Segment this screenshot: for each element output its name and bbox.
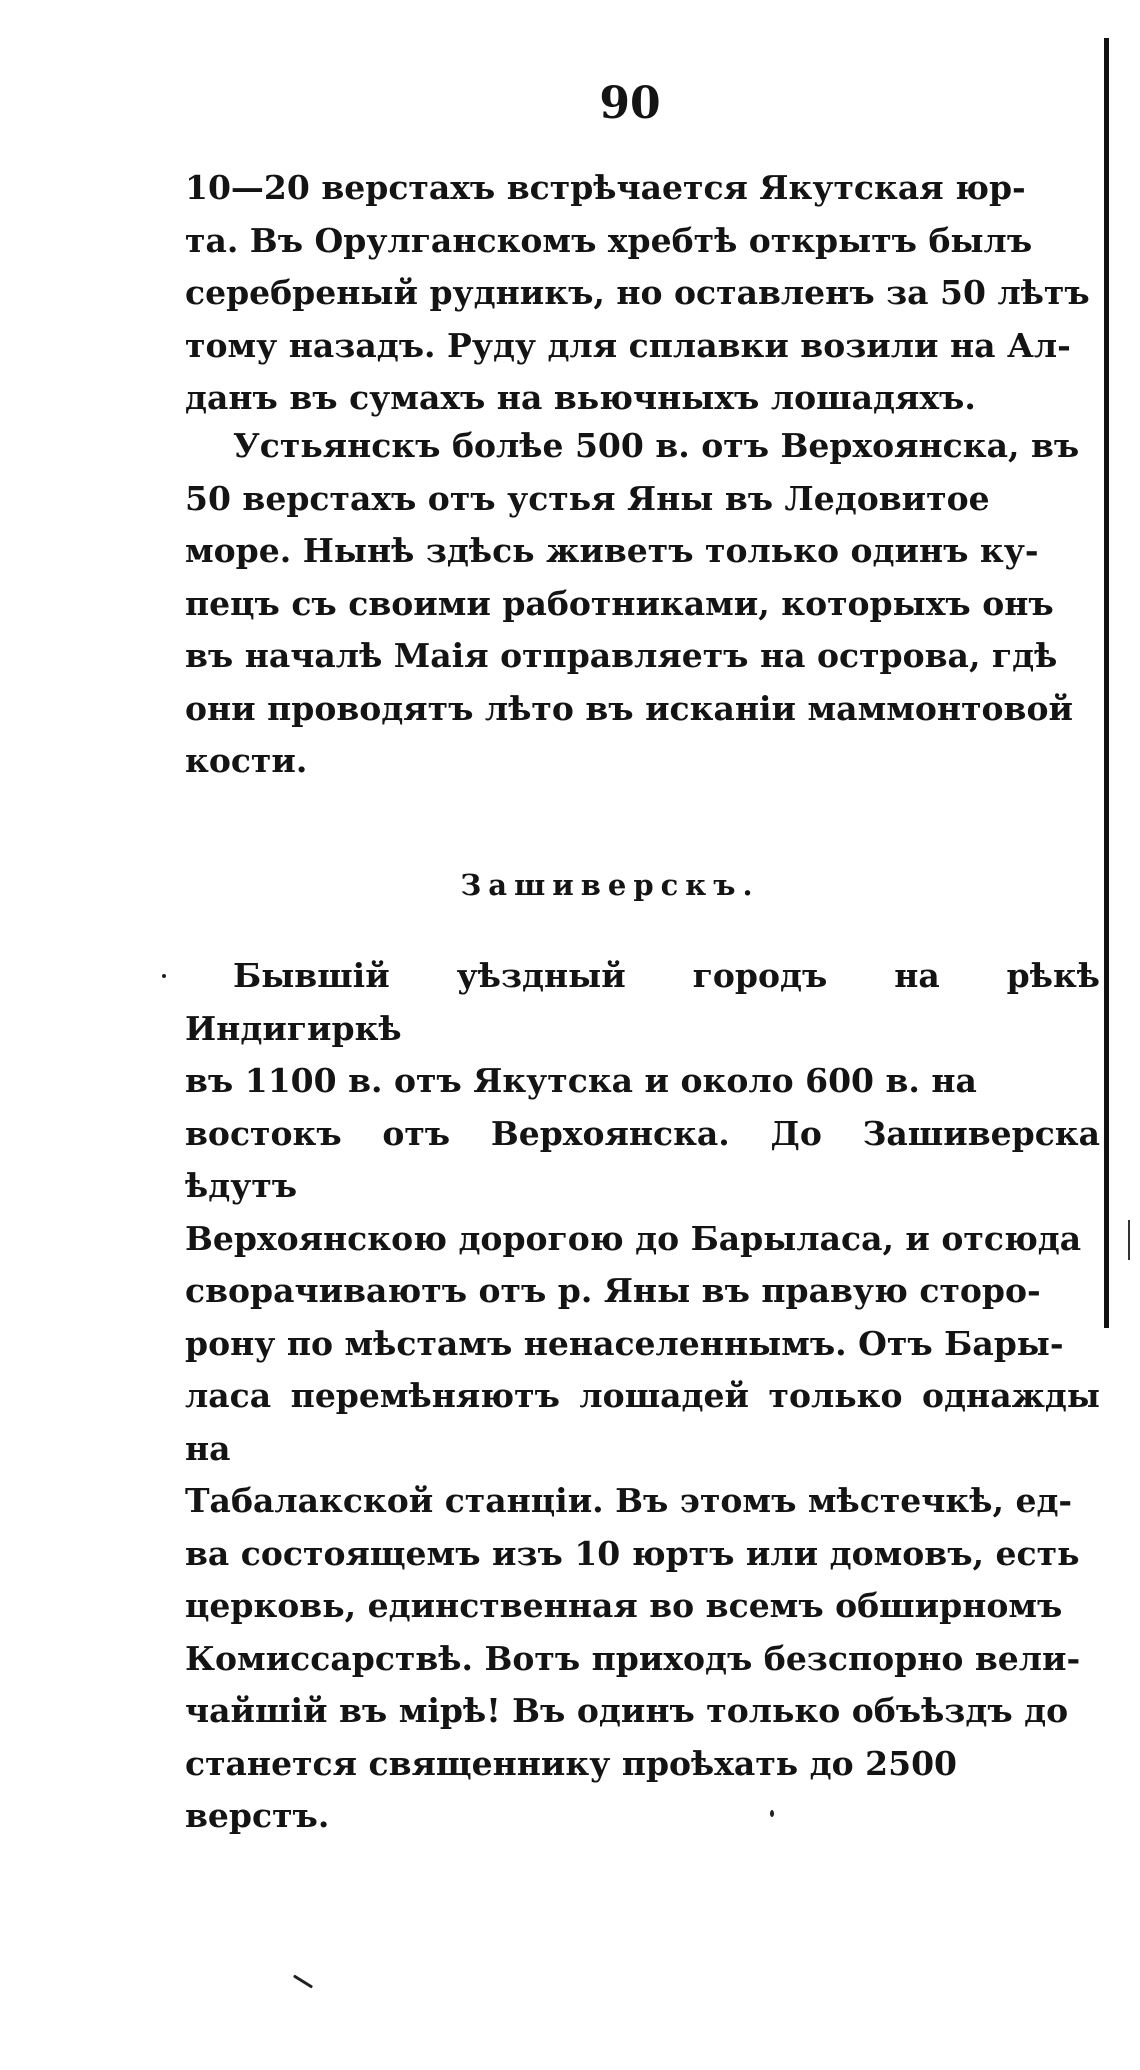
text-block-ustyansk [185, 420, 1100, 788]
paragraph-continuation: 10—20 верстахъ встрѣчается Якутская юр- та. Въ Орулганскомъ хребтѣ открытъ былъ серебреный рудникъ, но оставленъ за 50 лѣтъ тому назадъ. Руду для сплавки возили на Ал- данъ въ сумахъ на вьючныхъ лошадяхъ. [185, 168, 1090, 417]
text-block-continuation [185, 162, 1100, 425]
page-number: 90 [599, 78, 661, 129]
text-block-zashiversk [185, 950, 1100, 1843]
ink-speck [770, 1810, 774, 1817]
paragraph-ustyansk: Устьянскъ болѣе 500 в. отъ Верхоянска, въ 50 верстахъ отъ устья Яны въ Ледовитое море. Нынѣ здѣсь живетъ только одинъ ку- пецъ съ своими работниками, которыхъ онъ въ началѣ Маія отправляетъ на острова, гдѣ они проводятъ лѣто въ исканіи маммонтовой кости. [185, 426, 1080, 780]
paragraph-zashiversk: Бывшій уѣздный городъ на рѣкѣ Индигиркѣ въ 1100 в. отъ Якутска и около 600 в. на востокъ отъ Верхоянска. До Зашиверска ѣдутъ Верхоянскою дорогою до Барыласа, и отсюда сворачиваютъ отъ р. Яны въ правую сторо- рону по мѣстамъ ненаселеннымъ. Отъ Бары- ласа перемѣняютъ лошадей только однажды на Табалакской станціи. Въ этомъ мѣстечкѣ, ед- ва состоящемъ изъ 10 юртъ или домовъ, есть церковь, единственная во всемъ обширномъ Комиссарствѣ. Вотъ приходъ безспорно вели- чайшій въ мірѣ! Въ одинъ только объѣздъ до станется священнику проѣхать до 2500 верстъ. [185, 956, 1100, 1835]
section-heading: Зашиверскъ. [460, 868, 760, 902]
page-edge-mark [1128, 1220, 1130, 1260]
page-edge-line [1104, 38, 1109, 1328]
ink-speck [162, 974, 166, 978]
ink-speck [293, 1974, 313, 1988]
